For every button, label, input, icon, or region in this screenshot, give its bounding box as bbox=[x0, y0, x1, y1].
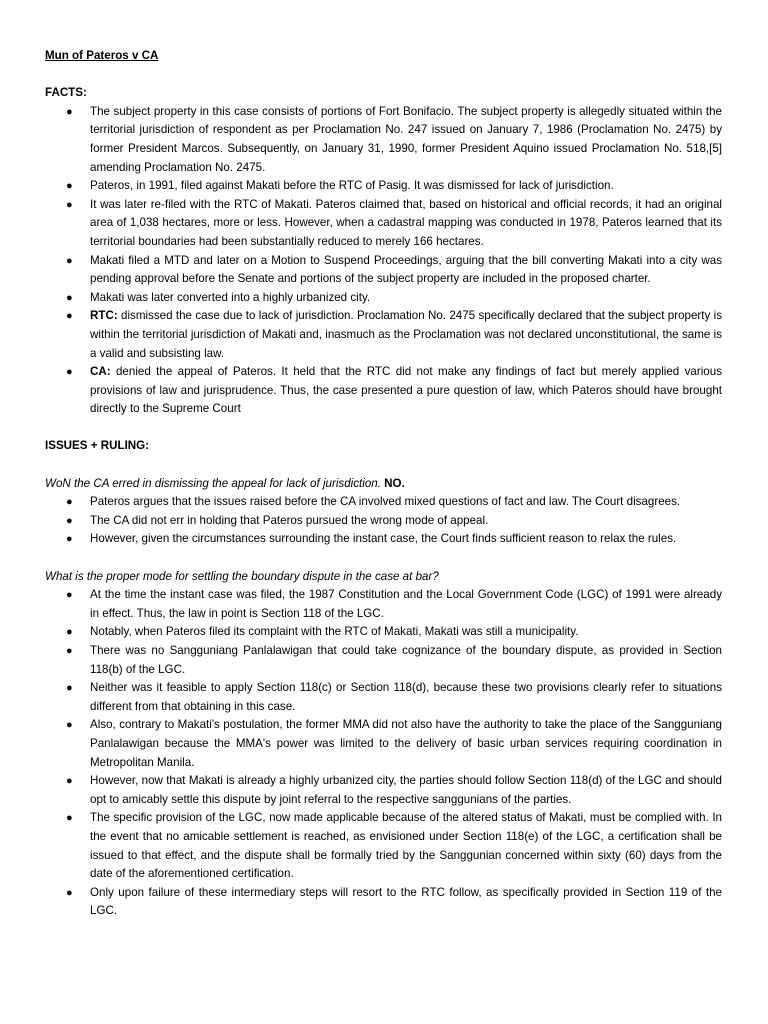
list-item: ● There was no Sangguniang Panlalawigan that could take cognizance of the boundary dispute, as provided in Section 118(b) of the LGC. bbox=[66, 644, 722, 676]
issue-1-list bbox=[45, 493, 722, 549]
bullet-icon: ● bbox=[66, 180, 73, 193]
bullet-icon: ● bbox=[66, 496, 73, 509]
bullet-icon: ● bbox=[66, 645, 73, 657]
list-item: ● Pateros, in 1991, filed against Makati before the RTC of Pasig. It was dismissed for lack of jurisdiction. bbox=[45, 177, 722, 196]
list-item: ● The CA did not err in holding that Pateros pursued the wrong mode of appeal. bbox=[45, 512, 722, 531]
bullet-icon: ● bbox=[66, 812, 73, 825]
list-item: ● RTC: dismissed the case due to lack of jurisdiction. Proclamation No. 2475 specifically declared that the subject property is within the territorial jurisdiction of Makati and, inasmuch as the Proclamation was not declared unconstitutional, the same is a valid and subsisting law. bbox=[66, 309, 722, 360]
list-item: ● Neither was it feasible to apply Section 118(c) or Section 118(d), because these two provisions clearly refer to situations different from that obtaining in this case. bbox=[66, 681, 722, 713]
document-title: Mun of Pateros v CA bbox=[45, 49, 159, 62]
bullet-icon: ● bbox=[66, 682, 73, 695]
list-item: ● At the time the instant case was filed, the 1987 Constitution and the Local Government Code (LGC) of 1991 were already in effect. Thus, the law in point is Section 118 of the LGC. bbox=[66, 588, 722, 620]
bullet-icon: ● bbox=[66, 254, 73, 267]
bullet-icon: ● bbox=[66, 775, 73, 788]
issue-2-list bbox=[45, 586, 722, 921]
list-item: ● The specific provision of the LGC, now made applicable because of the altered status of Makati, must be complied with. In the event that no amicable settlement is reached, as envisioned under Section 118(e) of the LGC, a certification shall be issued to that effect, and the dispute shall be formally tried by the Sanggunian concerned within sixty (60) days from the date of the aforementioned certification. bbox=[66, 811, 722, 881]
bullet-icon: ● bbox=[66, 589, 73, 602]
list-item: ● Notably, when Pateros filed its complaint with the RTC of Makati, Makati was still a municipality. bbox=[45, 623, 722, 642]
bullet-icon: ● bbox=[66, 533, 73, 546]
list-item: ● However, now that Makati is already a highly urbanized city, the parties should follow Section 118(d) of the LGC and should opt to amicably settle this dispute by joint referral to the respective sanggunians of the parties. bbox=[66, 774, 722, 806]
issue-question-1: WoN the CA erred in dismissing the appeal for lack of jurisdiction. NO. bbox=[45, 476, 405, 490]
ca-label: CA: bbox=[90, 365, 111, 379]
bullet-icon: ● bbox=[66, 886, 73, 899]
list-item: ● Makati filed a MTD and later on a Motion to Suspend Proceedings, arguing that the bill converting Makati into a city was pending approval before the Senate and portions of the subject property are included in the proposed charter. bbox=[66, 253, 722, 286]
facts-heading: FACTS: bbox=[45, 86, 87, 100]
issue-question-2: What is the proper mode for settling the boundary dispute in the case at bar? bbox=[45, 569, 439, 583]
issue-answer-1: NO. bbox=[384, 476, 405, 490]
list-item: ● Only upon failure of these intermediary steps will resort to the RTC follow, as specifically provided in Section 119 of the LGC. bbox=[66, 885, 722, 918]
bullet-icon: ● bbox=[66, 626, 73, 639]
bullet-icon: ● bbox=[66, 291, 73, 304]
list-item: ● The subject property in this case consists of portions of Fort Bonifacio. The subject property is allegedly situated within the territorial jurisdiction of respondent as per Proclamation No. 247 issued on January 7, 1986 (Proclamation No. 2475) by former President Marcos. Subsequently, on January 31, 1990, former President Aquino issued Proclamation No. 518,[5] amending Proclamation No. 2475. bbox=[66, 104, 722, 174]
bullet-icon: ● bbox=[66, 198, 73, 211]
rtc-label: RTC: bbox=[90, 309, 118, 323]
bullet-icon: ● bbox=[66, 310, 73, 323]
bullet-icon: ● bbox=[66, 366, 73, 379]
list-item: ● Makati was later converted into a highly urbanized city. bbox=[45, 289, 722, 308]
bullet-icon: ● bbox=[66, 719, 73, 732]
list-item: ● It was later re-filed with the RTC of Makati. Pateros claimed that, based on historical and official records, it had an original area of 1,038 hectares, more or less. However, when a cadastral mapping was conducted in 1978, Pateros learned that its territorial boundaries had been substantially reduced to merely 166 hectares. bbox=[66, 197, 722, 248]
list-item: ● Pateros argues that the issues raised before the CA involved mixed questions of fact and law. The Court disagrees. bbox=[45, 493, 722, 512]
issues-heading: ISSUES + RULING: bbox=[45, 439, 150, 453]
bullet-icon: ● bbox=[66, 514, 73, 527]
list-item: ● Also, contrary to Makati's postulation, the former MMA did not also have the authority to take the place of the Sangguniang Panlalawigan because the MMA's power was limited to the delivery of basic urban services requiring coordination in Metropolitan Manila. bbox=[66, 718, 722, 769]
bullet-icon: ● bbox=[66, 105, 73, 118]
list-item: ● However, given the circumstances surrounding the instant case, the Court finds sufficient reason to relax the rules. bbox=[45, 530, 722, 549]
facts-list bbox=[45, 103, 722, 419]
list-item: ● CA: denied the appeal of Pateros. It held that the RTC did not make any findings of fact but merely applied various provisions of law and jurisprudence. Thus, the case presented a pure question of law, which Pateros should have brought directly to the Supreme Court bbox=[66, 365, 722, 416]
